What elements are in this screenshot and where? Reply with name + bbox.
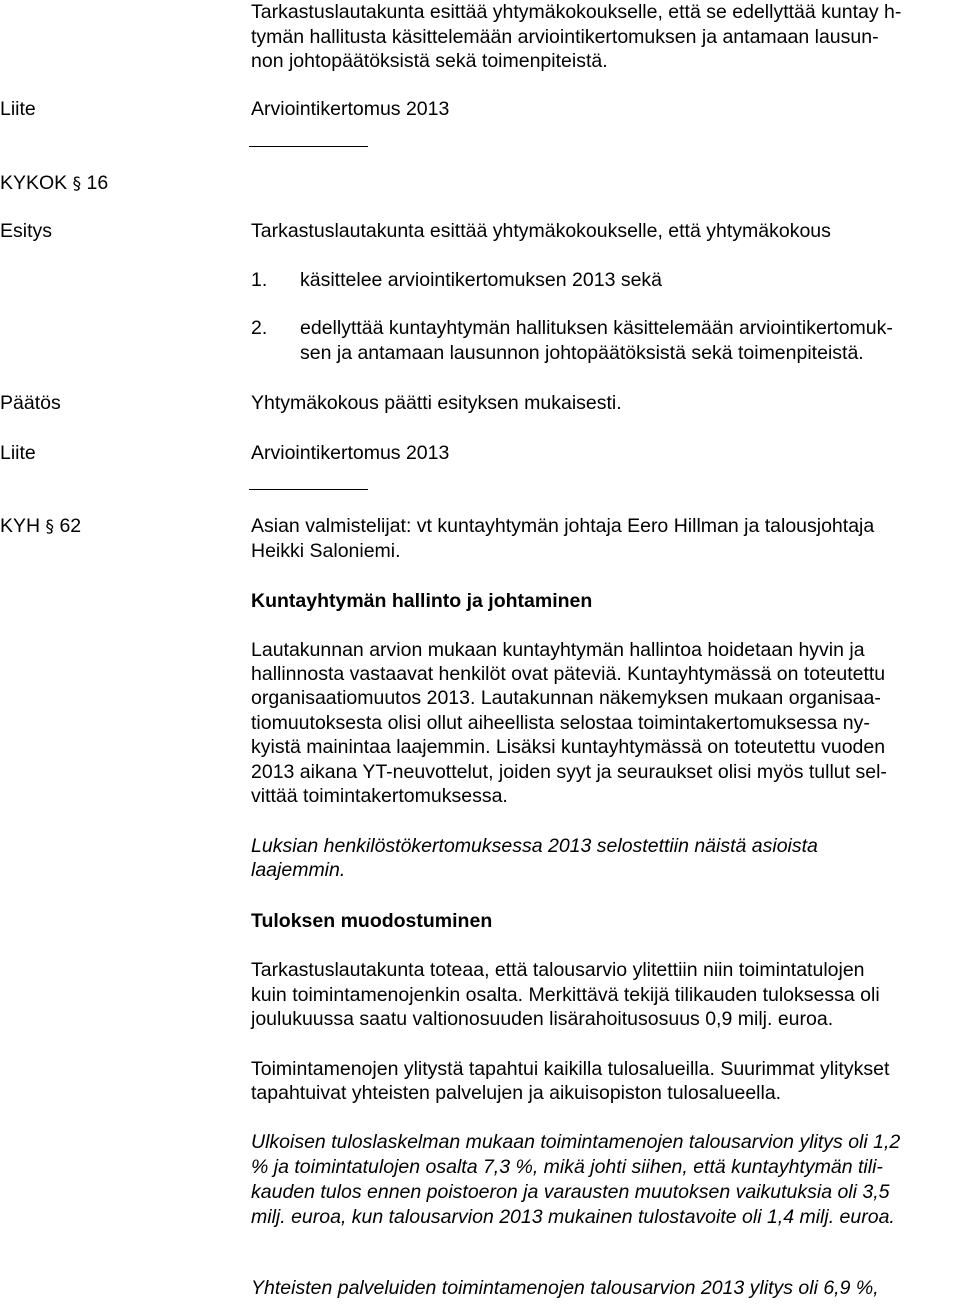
italic2-line-4: milj. euroa, kun talousarvion 2013 mukainen tulostavoite oli 1,4 milj. euroa. [251,1206,895,1228]
heading-hallinto: Kuntayhtymän hallinto ja johtaminen [251,590,593,612]
italic1-line-1: Luksian henkilöstökertomuksessa 2013 selostettiin näistä asioista [251,835,818,857]
liite-label-2: Liite [0,442,36,464]
separator-rule-2 [249,489,368,490]
heading-tulos: Tuloksen muodostuminen [251,910,493,932]
para1-line-5: kyistä mainintaa laajemmin. Lisäksi kuntayhtymässä on toteutettu vuoden [251,736,886,758]
italic2-line-2: % ja toimintatulojen osalta 7,3 %, mikä johti siihen, että kuntayhtymän tili- [251,1156,883,1178]
italic1-line-2: laajemmin. [251,859,346,881]
kyh-line-1: Asian valmistelijat: vt kuntayhtymän johtaja Eero Hillman ja talousjohtaja [251,515,875,537]
para3-line-2: tapahtuivat yhteisten palvelujen ja aikuisopiston tulosalueella. [251,1082,782,1104]
italic2-line-1: Ulkoisen tuloslaskelman mukaan toimintamenojen talousarvion ylitys oli 1,2 [251,1131,901,1153]
kykok-label: KYKOK [0,172,68,194]
kyh-number: 62 [59,515,82,537]
kyh-label: KYH [0,515,41,537]
para1-line-1: Lautakunnan arvion mukaan kuntayhtymän hallintoa hoidetaan hyvin ja [251,639,865,661]
esitys-item-1-text: käsittelee arviointikertomuksen 2013 sekä [300,269,663,291]
liite-text-2: Arviointikertomus 2013 [251,442,450,464]
intro-line-2: tymän hallitusta käsittelemään arviointikertomuksen ja antamaan lausun- [251,26,879,48]
para3-line-1: Toimintamenojen ylitystä tapahtui kaikilla tulosalueilla. Suurimmat ylitykset [251,1058,890,1080]
esitys-item-2-line-1: edellyttää kuntayhtymän hallituksen käsittelemään arviointikertomuk- [300,317,893,339]
liite-text-1: Arviointikertomus 2013 [251,98,450,120]
para2-line-1: Tarkastuslautakunta toteaa, että talousarvio ylitettiin niin toimintatulojen [251,959,865,981]
para1-line-6: 2013 aikana YT-neuvottelut, joiden syyt ja seuraukset olisi myös tullut sel- [251,761,887,783]
para1-line-3: organisaatiomuutos 2013. Lautakunnan näkemyksen mukaan organisaa- [251,687,881,709]
esitys-label: Esitys [0,220,53,242]
esitys-item-2-line-2: sen ja antamaan lausunnon johtopäätöksistä sekä toimenpiteistä. [300,342,864,364]
paatos-text: Yhtymäkokous päätti esityksen mukaisesti. [251,392,622,414]
para2-line-3: joulukuussa saatu valtionosuuden lisärahoitusosuus 0,9 milj. euroa. [251,1008,834,1030]
liite-label-1: Liite [0,98,36,120]
italic2-line-3: kauden tulos ennen poistoeron ja varausten muutoksen vaikutuksia oli 3,5 [251,1181,890,1203]
para1-line-4: tiomuutoksesta olisi ollut aiheellista selostaa toimintakertomuksessa ny- [251,712,870,734]
italic3-line-1: Yhteisten palveluiden toimintamenojen talousarvion 2013 ylitys oli 6,9 %, [251,1277,879,1299]
intro-line-3: non johtopäätöksistä sekä toimenpiteistä. [251,50,608,72]
paatos-label: Päätös [0,392,61,414]
kyh-line-2: Heikki Saloniemi. [251,540,401,562]
section-sign-icon: § [72,174,82,194]
section-sign-icon: § [45,517,55,537]
kyh-heading [0,514,81,540]
para1-line-2: hallinnosta vastaavat henkilöt ovat päteviä. Kuntayhtymässä on toteutettu [251,663,886,685]
kykok-heading [0,171,108,197]
intro-line-1: Tarkastuslautakunta esittää yhtymäkokoukselle, että se edellyttää kuntay h- [251,1,902,23]
esitys-item-2-number: 2. [251,317,268,339]
kykok-number: 16 [86,172,109,194]
esitys-item-1-number: 1. [251,269,268,291]
para2-line-2: kuin toimintamenojenkin osalta. Merkittävä tekijä tilikauden tuloksessa oli [251,984,880,1006]
separator-rule-1 [249,146,368,147]
esitys-text: Tarkastuslautakunta esittää yhtymäkokoukselle, että yhtymäkokous [251,220,831,242]
para1-line-7: vittää toimintakertomuksessa. [251,785,508,807]
